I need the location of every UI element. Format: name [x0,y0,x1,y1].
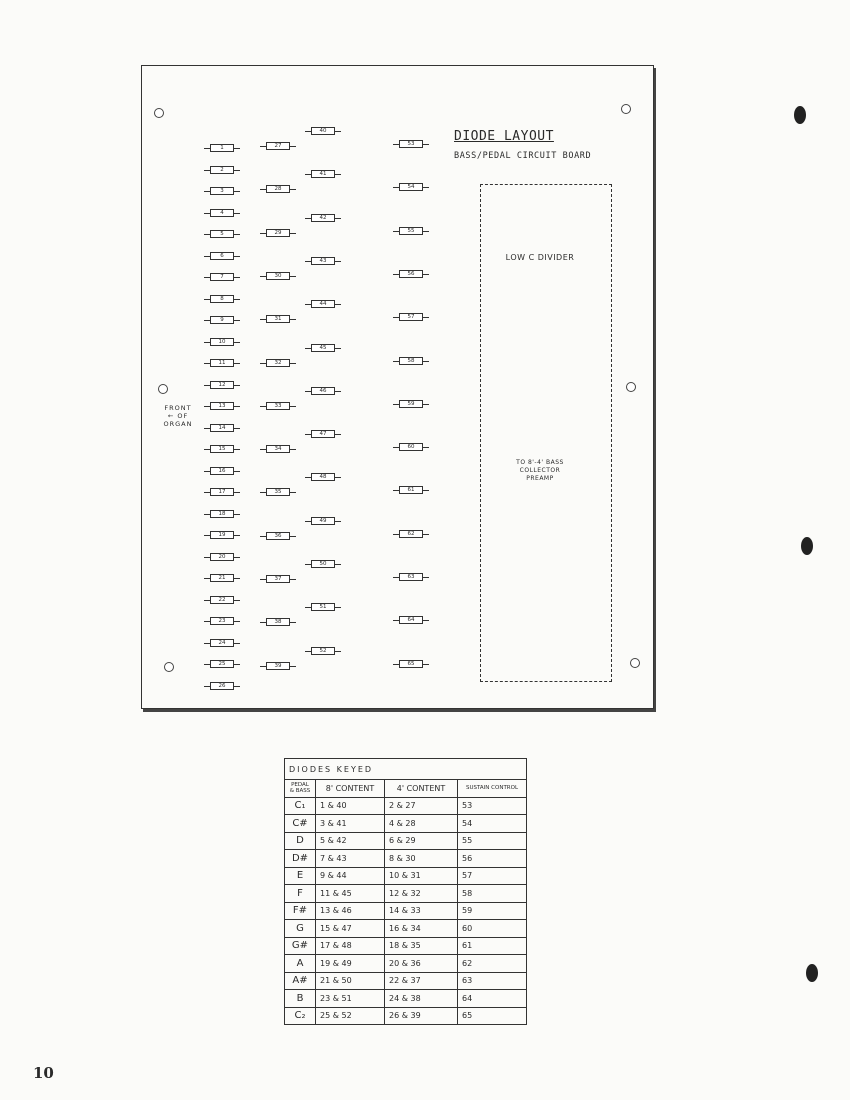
diode-label: 63 [399,573,423,581]
diode-60 [393,443,427,451]
diode-lead [423,447,429,448]
table-cell: 26 & 39 [385,1007,458,1025]
diode-lead [234,535,240,536]
table-cell: 5 & 42 [316,832,385,850]
diode-lead [234,600,240,601]
diode-lead [335,434,341,435]
diode-label: 7 [210,273,234,281]
table-body [285,797,527,1025]
table-cell: 18 & 35 [385,937,458,955]
diode-label: 43 [311,257,335,265]
diode-10 [204,338,238,346]
diode-38 [260,618,294,626]
diode-label: 53 [399,140,423,148]
table-cell: 56 [458,850,527,868]
table-cell: 23 & 51 [316,990,385,1008]
diode-lead [234,299,240,300]
diode-lead [290,579,296,580]
diode-label: 55 [399,227,423,235]
table-cell: 17 & 48 [316,937,385,955]
divider-label: LOW C DIVIDER [505,253,575,262]
mount-hole [164,662,174,672]
table-cell: 24 & 38 [385,990,458,1008]
diode-lead [423,144,429,145]
diode-9 [204,316,238,324]
diode-52 [305,647,339,655]
mount-hole [621,104,631,114]
diode-65 [393,660,427,668]
mount-hole [158,384,168,394]
diode-21 [204,574,238,582]
diode-lead [234,686,240,687]
diode-label: 17 [210,488,234,496]
diode-lead [423,490,429,491]
diode-12 [204,381,238,389]
table-cell: 25 & 52 [316,1007,385,1025]
table-row [285,815,527,833]
diode-label: 58 [399,357,423,365]
diode-lead [234,363,240,364]
diode-label: 30 [266,272,290,280]
table-row [285,850,527,868]
diode-5 [204,230,238,238]
diode-label: 14 [210,424,234,432]
diode-label: 48 [311,473,335,481]
table-cell: 54 [458,815,527,833]
diode-label: 22 [210,596,234,604]
diode-lead [290,666,296,667]
note-cell: E [285,867,316,885]
diode-28 [260,185,294,193]
diode-57 [393,313,427,321]
diode-label: 45 [311,344,335,352]
diode-48 [305,473,339,481]
table-cell: 19 & 49 [316,955,385,973]
diode-label: 52 [311,647,335,655]
table-cell: 21 & 50 [316,972,385,990]
diode-lead [423,317,429,318]
diode-lead [234,277,240,278]
diode-label: 12 [210,381,234,389]
diode-label: 49 [311,517,335,525]
diode-label: 37 [266,575,290,583]
diode-47 [305,430,339,438]
note-cell: F [285,885,316,903]
diode-lead [234,492,240,493]
diode-label: 11 [210,359,234,367]
diode-56 [393,270,427,278]
diode-lead [423,404,429,405]
diode-label: 65 [399,660,423,668]
diode-29 [260,229,294,237]
diode-label: 23 [210,617,234,625]
table-cell: 10 & 31 [385,867,458,885]
diode-label: 57 [399,313,423,321]
diode-label: 21 [210,574,234,582]
diode-label: 5 [210,230,234,238]
diode-label: 44 [311,300,335,308]
diode-label: 35 [266,488,290,496]
diode-45 [305,344,339,352]
diode-label: 25 [210,660,234,668]
diode-46 [305,387,339,395]
table-row [285,1007,527,1025]
diode-label: 1 [210,144,234,152]
diode-label: 46 [311,387,335,395]
diode-lead [234,320,240,321]
diode-label: 47 [311,430,335,438]
diode-lead [234,234,240,235]
circuit-board [141,65,654,709]
table-cell: 57 [458,867,527,885]
diode-lead [335,391,341,392]
diode-lead [423,274,429,275]
table-cell: 1 & 40 [316,797,385,815]
diode-1 [204,144,238,152]
diode-lead [423,664,429,665]
table-title: DIODES KEYED [285,759,527,780]
table-cell: 3 & 41 [316,815,385,833]
diode-label: 26 [210,682,234,690]
diode-55 [393,227,427,235]
diode-53 [393,140,427,148]
diode-34 [260,445,294,453]
diode-3 [204,187,238,195]
diode-lead [234,406,240,407]
diode-label: 3 [210,187,234,195]
diode-4 [204,209,238,217]
diode-lead [290,363,296,364]
diode-label: 41 [311,170,335,178]
table-row [285,797,527,815]
diode-27 [260,142,294,150]
diode-lead [290,233,296,234]
diode-label: 40 [311,127,335,135]
note-cell: C₂ [285,1007,316,1025]
diode-lead [234,428,240,429]
col-header: 8' CONTENT [316,780,385,798]
diode-lead [335,131,341,132]
diode-lead [234,170,240,171]
diode-50 [305,560,339,568]
diode-8 [204,295,238,303]
table-row [285,990,527,1008]
table-cell: 16 & 34 [385,920,458,938]
table-cell: 14 & 33 [385,902,458,920]
table-row [285,885,527,903]
board-subtitle: BASS/PEDAL CIRCUIT BOARD [454,151,592,161]
table-row [285,955,527,973]
diode-51 [305,603,339,611]
diode-36 [260,532,294,540]
table-row [285,902,527,920]
diode-25 [204,660,238,668]
diode-lead [234,471,240,472]
diode-lead [290,319,296,320]
diode-label: 16 [210,467,234,475]
diode-17 [204,488,238,496]
diode-lead [234,643,240,644]
diode-label: 39 [266,662,290,670]
diode-lead [335,521,341,522]
diode-label: 9 [210,316,234,324]
preamp-label: TO 8'-4' BASS COLLECTOR PREAMP [516,459,564,482]
diode-22 [204,596,238,604]
diode-lead [335,261,341,262]
diode-label: 59 [399,400,423,408]
diode-61 [393,486,427,494]
diode-label: 4 [210,209,234,217]
diode-62 [393,530,427,538]
table-cell: 58 [458,885,527,903]
binder-hole [801,537,813,555]
diode-label: 33 [266,402,290,410]
diode-lead [290,406,296,407]
note-cell: F# [285,902,316,920]
diode-19 [204,531,238,539]
table-cell: 2 & 27 [385,797,458,815]
diode-37 [260,575,294,583]
diode-lead [335,348,341,349]
diode-label: 38 [266,618,290,626]
diode-32 [260,359,294,367]
diode-label: 31 [266,315,290,323]
mount-hole [626,382,636,392]
table-cell: 64 [458,990,527,1008]
table-cell: 11 & 45 [316,885,385,903]
diode-label: 2 [210,166,234,174]
diode-label: 32 [266,359,290,367]
diode-lead [335,477,341,478]
note-cell: C# [285,815,316,833]
table-cell: 20 & 36 [385,955,458,973]
diode-26 [204,682,238,690]
diode-49 [305,517,339,525]
diode-15 [204,445,238,453]
diode-41 [305,170,339,178]
diode-label: 54 [399,183,423,191]
diode-2 [204,166,238,174]
table-cell: 55 [458,832,527,850]
diode-lead [423,187,429,188]
diode-30 [260,272,294,280]
diode-42 [305,214,339,222]
diode-13 [204,402,238,410]
table-row [285,920,527,938]
col-header: 4' CONTENT [385,780,458,798]
diode-lead [290,492,296,493]
note-cell: G# [285,937,316,955]
diode-35 [260,488,294,496]
diode-label: 50 [311,560,335,568]
note-cell: B [285,990,316,1008]
diode-label: 36 [266,532,290,540]
table-cell: 12 & 32 [385,885,458,903]
note-cell: A# [285,972,316,990]
diode-58 [393,357,427,365]
diode-label: 13 [210,402,234,410]
diode-label: 6 [210,252,234,260]
table-row [285,867,527,885]
diode-lead [423,620,429,621]
table-row [285,832,527,850]
binder-hole [794,106,806,124]
table-row [285,972,527,990]
diode-lead [234,385,240,386]
diode-lead [423,231,429,232]
diode-63 [393,573,427,581]
diode-lead [335,218,341,219]
diode-lead [290,146,296,147]
table-cell: 13 & 46 [316,902,385,920]
table-cell: 59 [458,902,527,920]
table-cell: 62 [458,955,527,973]
diode-lead [234,449,240,450]
diode-54 [393,183,427,191]
table-cell: 4 & 28 [385,815,458,833]
diode-lead [234,191,240,192]
diode-16 [204,467,238,475]
col-header: PEDAL & BASS [285,780,316,798]
diode-lead [335,304,341,305]
diode-label: 62 [399,530,423,538]
diode-lead [335,651,341,652]
diode-lead [335,607,341,608]
table-cell: 9 & 44 [316,867,385,885]
note-cell: C₁ [285,797,316,815]
diode-lead [335,174,341,175]
diode-label: 42 [311,214,335,222]
diode-label: 28 [266,185,290,193]
diode-label: 10 [210,338,234,346]
table-cell: 61 [458,937,527,955]
diode-lead [234,342,240,343]
diode-lead [423,361,429,362]
diode-label: 18 [210,510,234,518]
diode-6 [204,252,238,260]
binder-hole [806,964,818,982]
diode-14 [204,424,238,432]
diode-label: 27 [266,142,290,150]
board-title: DIODE LAYOUT [454,129,554,144]
diode-label: 29 [266,229,290,237]
diodes-keyed-table [284,758,527,1025]
diode-18 [204,510,238,518]
diode-24 [204,639,238,647]
diode-label: 15 [210,445,234,453]
diode-lead [290,536,296,537]
table-cell: 8 & 30 [385,850,458,868]
diode-31 [260,315,294,323]
diode-43 [305,257,339,265]
note-cell: G [285,920,316,938]
diode-64 [393,616,427,624]
diode-lead [234,578,240,579]
table-cell: 60 [458,920,527,938]
diode-lead [290,449,296,450]
diode-44 [305,300,339,308]
diode-lead [290,189,296,190]
diode-label: 51 [311,603,335,611]
table-row [285,937,527,955]
diode-label: 60 [399,443,423,451]
diode-lead [234,148,240,149]
table-cell: 15 & 47 [316,920,385,938]
diode-label: 64 [399,616,423,624]
diode-lead [234,557,240,558]
diode-label: 20 [210,553,234,561]
diode-label: 61 [399,486,423,494]
diode-lead [423,577,429,578]
diode-lead [335,564,341,565]
note-cell: D [285,832,316,850]
diode-lead [234,256,240,257]
diode-23 [204,617,238,625]
table-cell: 53 [458,797,527,815]
table-cell: 7 & 43 [316,850,385,868]
col-header: SUSTAIN CONTROL [458,780,527,798]
diode-39 [260,662,294,670]
mount-hole [630,658,640,668]
table-cell: 65 [458,1007,527,1025]
diode-7 [204,273,238,281]
diode-label: 24 [210,639,234,647]
diode-lead [234,514,240,515]
diode-33 [260,402,294,410]
front-of-organ-label: FRONT ← OF ORGAN [163,404,193,428]
diode-label: 34 [266,445,290,453]
diode-lead [234,621,240,622]
diode-lead [423,534,429,535]
diode-lead [234,664,240,665]
note-cell: A [285,955,316,973]
table-cell: 6 & 29 [385,832,458,850]
diode-lead [290,276,296,277]
diode-label: 19 [210,531,234,539]
diode-label: 8 [210,295,234,303]
page-number: 10 [33,1064,54,1082]
diode-11 [204,359,238,367]
mount-hole [154,108,164,118]
diode-lead [290,622,296,623]
diode-40 [305,127,339,135]
diode-label: 56 [399,270,423,278]
diode-59 [393,400,427,408]
table-cell: 63 [458,972,527,990]
note-cell: D# [285,850,316,868]
table-cell: 22 & 37 [385,972,458,990]
diode-20 [204,553,238,561]
diode-lead [234,213,240,214]
